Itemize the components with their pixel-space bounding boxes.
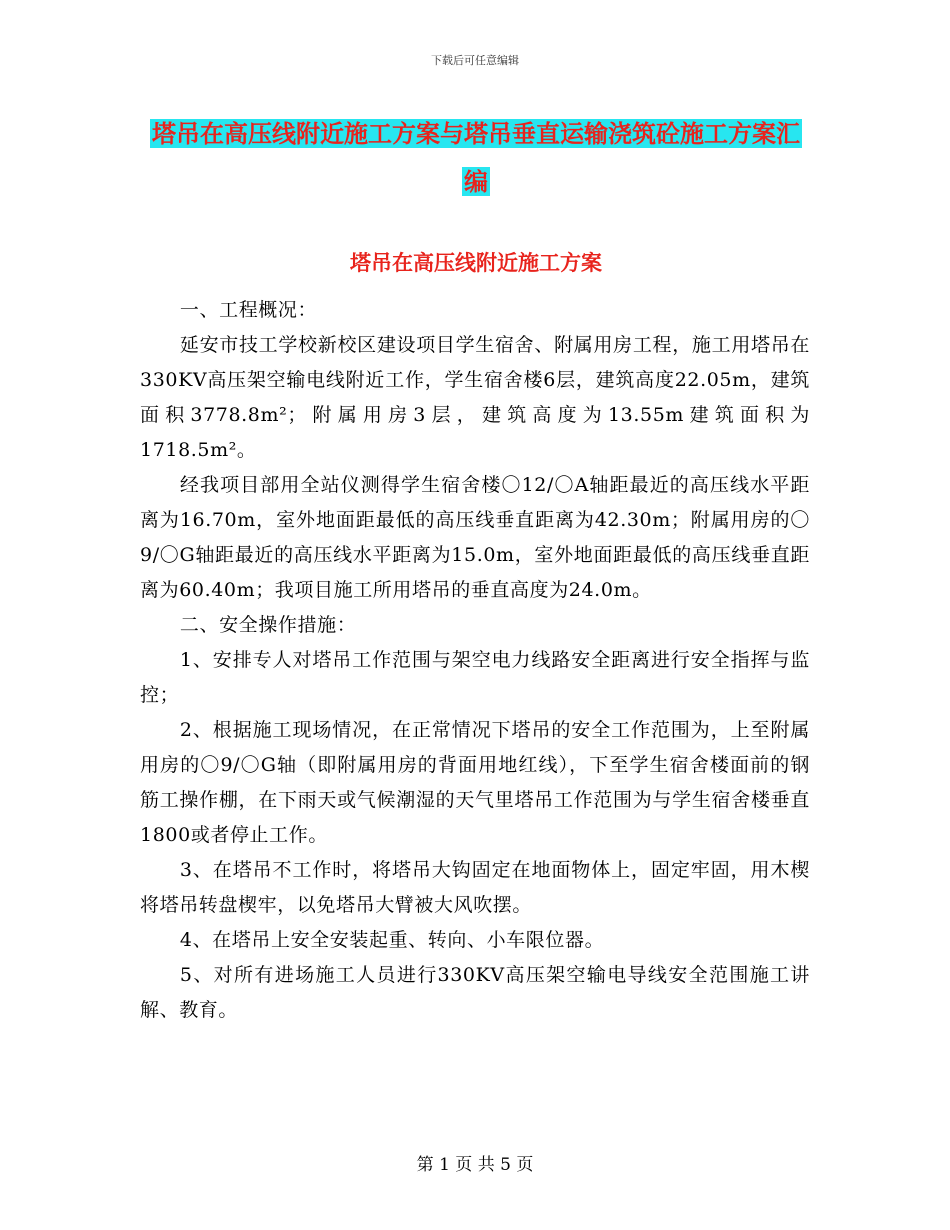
page-footer-page-number: 第 1 页 共 5 页	[416, 1155, 534, 1175]
paragraph-project-description: 延安市技工学校新校区建设项目学生宿舍、附属用房工程，施工用塔吊在330KV高压架空输电线附近工作，学生宿舍楼6层，建筑高度22.05m，建筑面积3778.8m²；附属用房3层，建筑高度为13.55m建筑面积为1718.5m²。	[140, 334, 810, 461]
section-title: 塔吊在高压线附近施工方案	[350, 250, 602, 275]
safety-item-3: 3、在塔吊不工作时，将塔吊大钩固定在地面物体上，固定牢固，用木楔将塔吊转盘楔牢，以免塔吊大臂被大风吹摆。	[140, 859, 810, 916]
heading-project-overview: 一、工程概况：	[179, 299, 318, 321]
safety-item-5: 5、对所有进场施工人员进行330KV高压架空输电导线安全范围施工讲解、教育。	[140, 964, 810, 1021]
document-body	[140, 293, 810, 1028]
document-title-text: 塔吊在高压线附近施工方案与塔吊垂直运输浇筑砼施工方案汇编	[152, 119, 800, 196]
safety-item-2: 2、根据施工现场情况，在正常情况下塔吊的安全工作范围为，上至附属用房的〇9/〇G轴（即附属用房的背面用地红线），下至学生宿舍楼面前的钢筋工操作棚，在下雨天或气候潮湿的天气里塔吊工作范围为与学生宿舍楼垂直1800或者停止工作。	[140, 719, 810, 846]
paragraph-distance-measurements: 经我项目部用全站仪测得学生宿舍楼〇12/〇A轴距最近的高压线水平距离为16.70m，室外地面距最低的高压线垂直距离为42.30m；附属用房的〇9/〇G轴距最近的高压线水平距离为15.0m，室外地面距最低的高压线垂直距离为60.40m；我项目施工所用塔吊的垂直高度为24.0m。	[140, 474, 810, 601]
document-title	[140, 110, 812, 206]
safety-item-4: 4、在塔吊上安全安装起重、转向、小车限位器。	[179, 929, 605, 951]
page-header-note: 下载后可任意编辑	[431, 54, 519, 67]
heading-safety-measures: 二、安全操作措施：	[179, 614, 357, 636]
safety-item-1: 1、安排专人对塔吊工作范围与架空电力线路安全距离进行安全指挥与监控；	[140, 649, 810, 706]
